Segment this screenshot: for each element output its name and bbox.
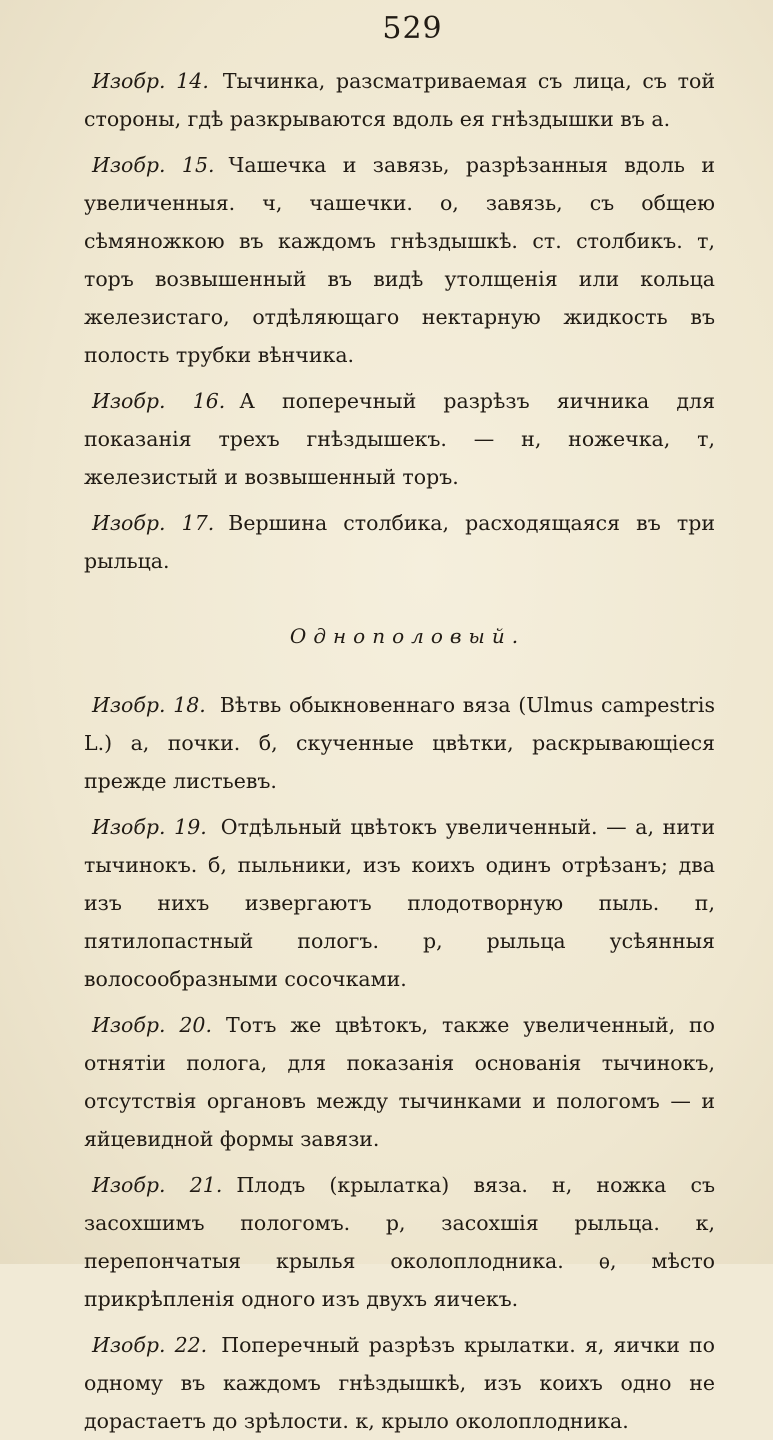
figure-description: Чашечка и завязь, разрѣзанныя вдоль и увеличенныя. ч, чашечки. о, завязь, съ общею сѣмяножкою въ каждомъ гнѣздышкѣ. ст. столбикъ. т, торъ возвышенный въ видѣ утолщенія или кольца железистаго, отдѣляющаго нектарную жидкость въ полость трубки вѣнчика. — [84, 153, 715, 367]
figure-description: Тотъ же цвѣтокъ, также увеличенный, по отнятіи полога, для показанія основанія тычинокъ, отсутствія органовъ между тычинками и пологомъ — и яйцевидной формы завязи. — [84, 1013, 715, 1151]
page-number: 529 — [382, 11, 443, 46]
figure-label: Изобр. 20. — [92, 1013, 212, 1037]
figure-label: Изобр. 14. — [92, 69, 209, 93]
section-heading: Однополовый. — [289, 624, 526, 648]
figure-label: Изобр. 21. — [92, 1173, 223, 1197]
figure-description: А поперечный разрѣзъ яичника для показанія трехъ гнѣздышекъ. — н, ножечка, т, железистый и возвышенный торъ. — [84, 389, 716, 489]
figure-entry-18 — [84, 686, 715, 800]
figure-label: Изобр. 17. — [92, 511, 215, 535]
figure-entry-17 — [84, 504, 715, 580]
figure-entry-21 — [84, 1166, 715, 1318]
figure-description: Вершина столбика, расходящаяся въ три рыльца. — [84, 511, 715, 573]
figure-description: Вѣтвь обыкновеннаго вяза (Ulmus campestris L.) а, почки. б, скученные цвѣтки, раскрывающіеся прежде листьевъ. — [84, 693, 715, 793]
figure-entry-15 — [84, 146, 715, 374]
figure-description: Плодъ (крылатка) вяза. н, ножка съ засохшимъ пологомъ. р, засохшія рыльца. к, перепончатыя крылья околоплодника. ѳ, мѣсто прикрѣпленія одного изъ двухъ яичекъ. — [84, 1173, 716, 1311]
figure-entry-22 — [84, 1326, 715, 1440]
figure-entry-19 — [84, 808, 715, 998]
figure-label: Изобр. 18. — [92, 693, 206, 717]
figure-label: Изобр. 22. — [92, 1333, 208, 1357]
figure-entry-16 — [84, 382, 715, 496]
figure-entry-14 — [84, 62, 715, 138]
figure-description: Отдѣльный цвѣтокъ увеличенный. — а, нити тычинокъ. б, пыльники, изъ коихъ одинъ отрѣзанъ; два изъ нихъ извергаютъ плодотворную пыль. п, пятилопастный пологъ. р, рыльца усѣянныя волосообразными сосочками. — [84, 815, 715, 991]
figure-description: Тычинка, разсматриваемая съ лица, съ той стороны, гдѣ разкрываются вдоль ея гнѣздышки въ а. — [84, 69, 715, 131]
figure-label: Изобр. 19. — [92, 815, 207, 839]
figure-description: Поперечный разрѣзъ крылатки. я, яички по одному въ каждомъ гнѣздышкѣ, изъ коихъ одно не дорастаетъ до зрѣлости. к, крыло околоплодника. — [84, 1333, 715, 1433]
figure-label: Изобр. 15. — [92, 153, 215, 177]
figure-entry-20 — [84, 1006, 715, 1158]
figure-label: Изобр. 16. — [92, 389, 226, 413]
